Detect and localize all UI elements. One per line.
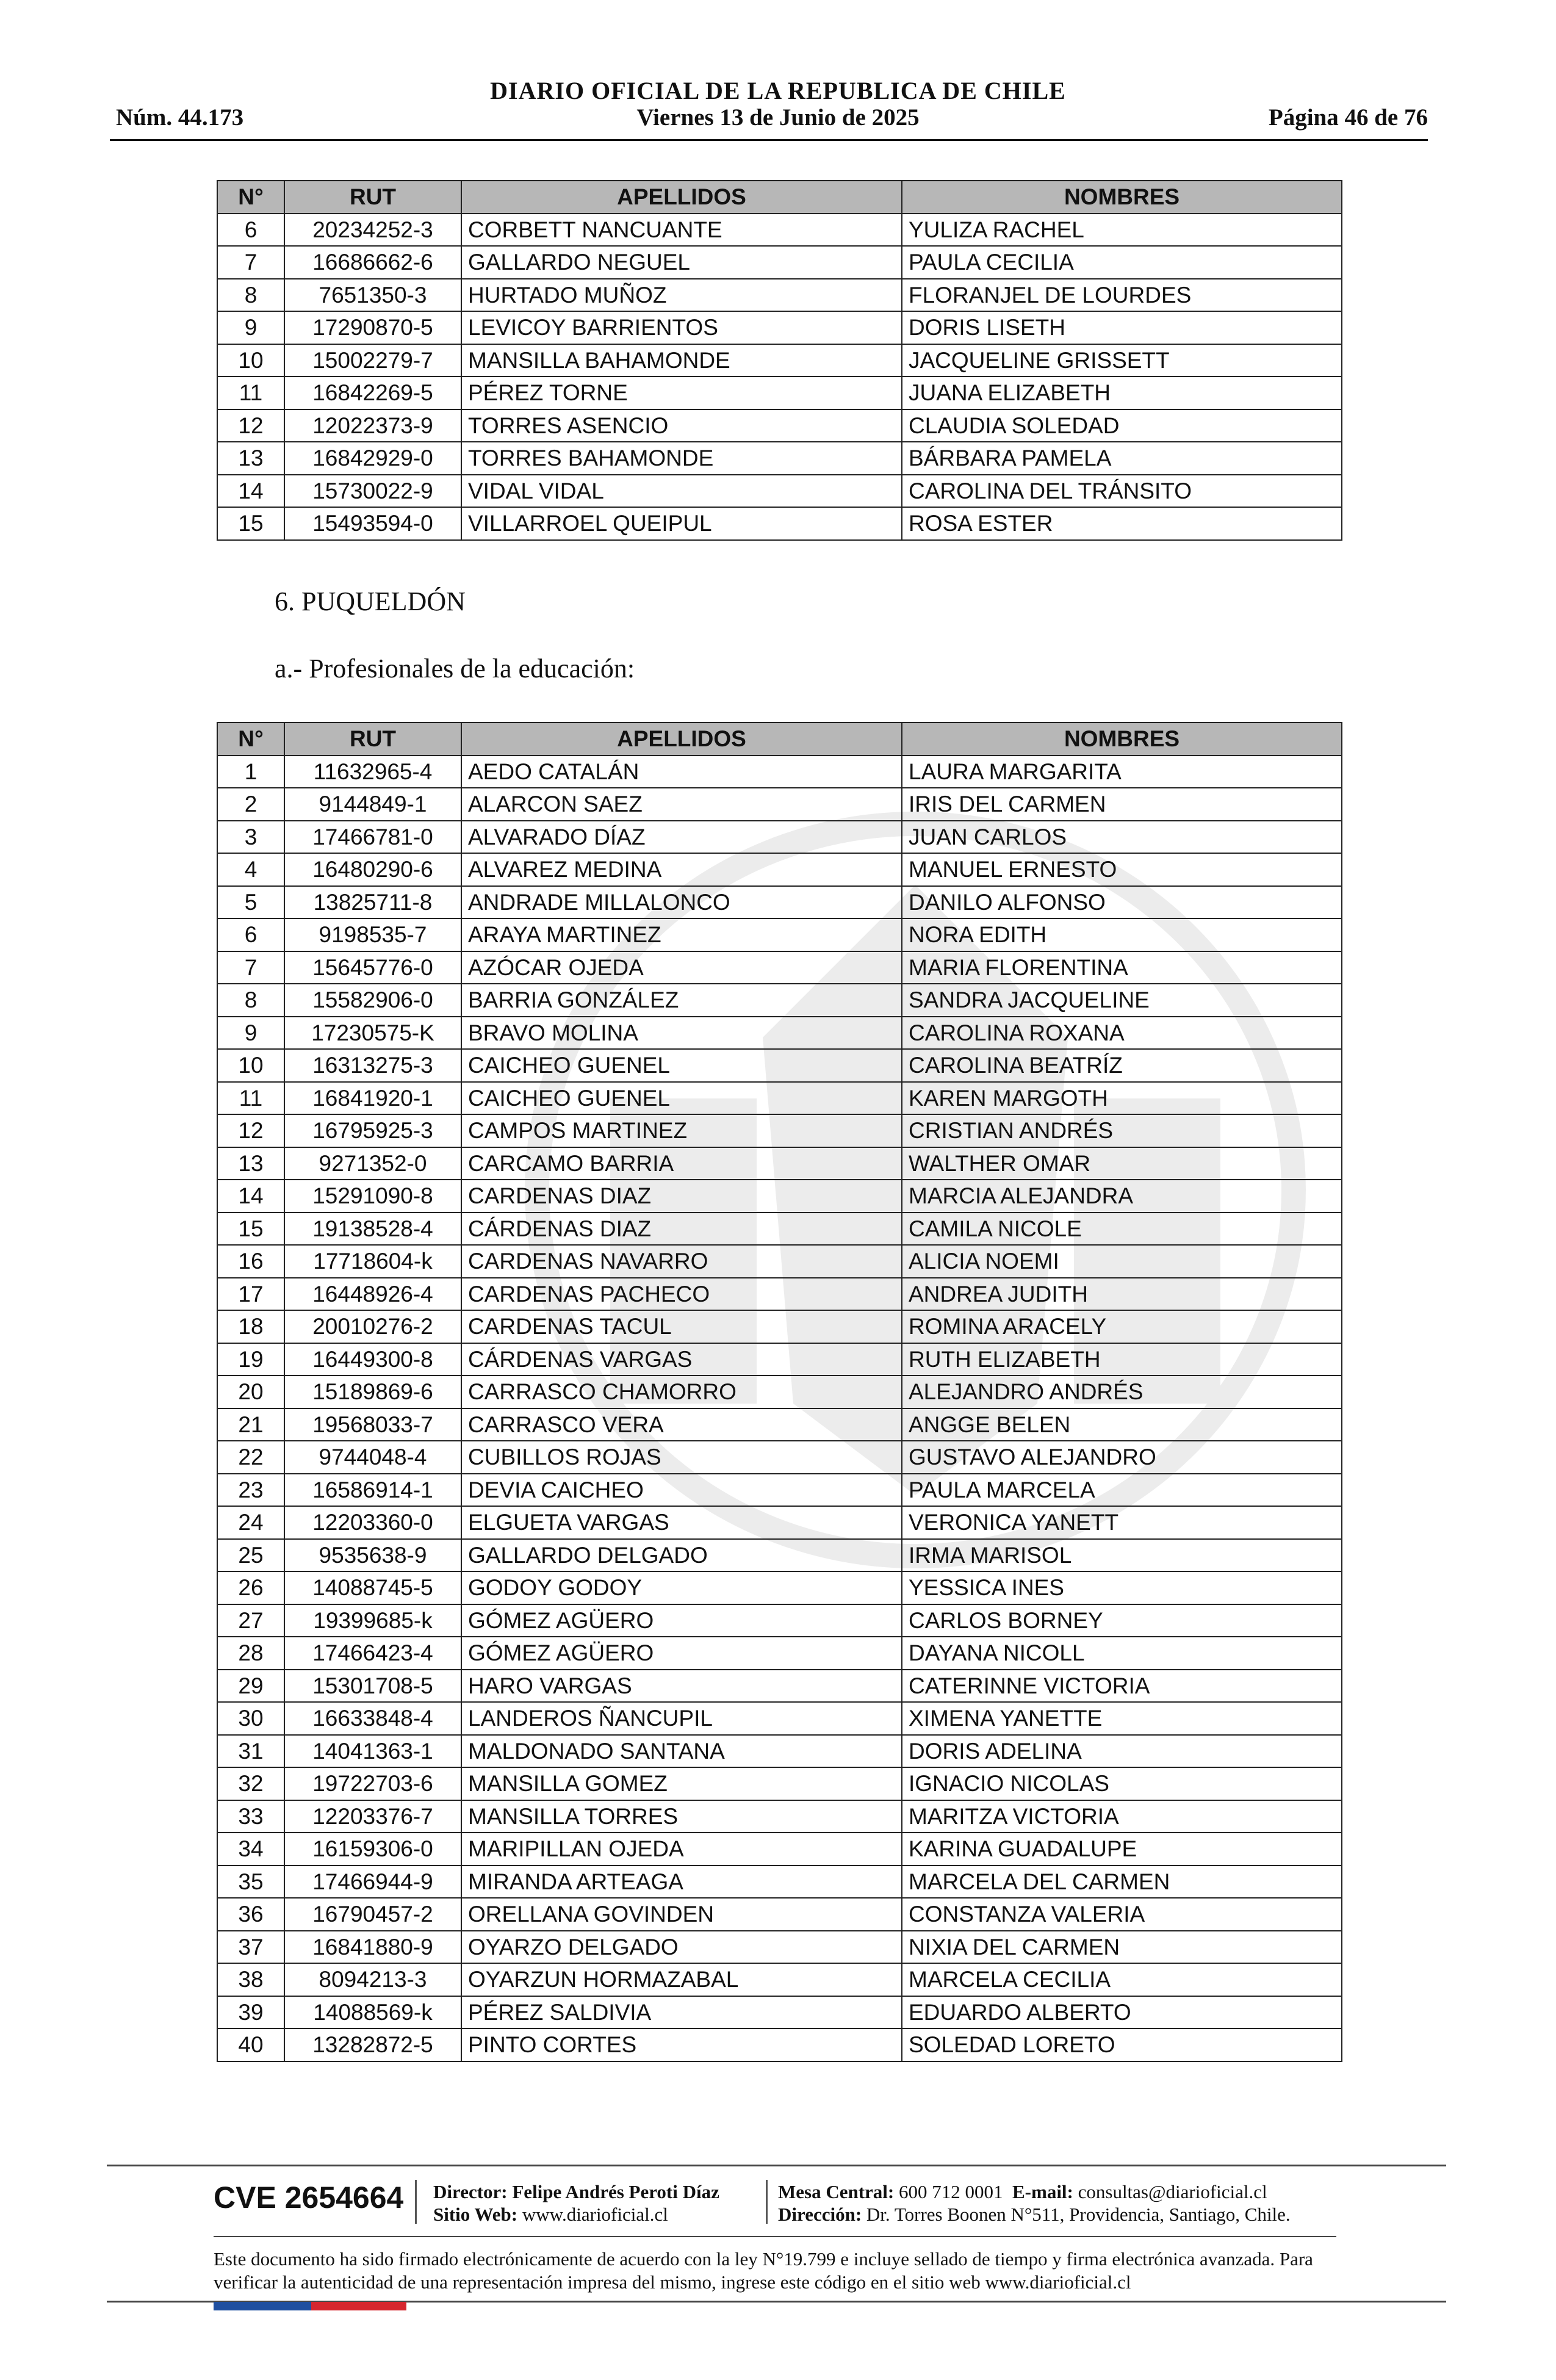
table-row [217,1735,1342,1768]
row-number: 12 [217,409,284,442]
row-number: 6 [217,214,284,247]
row-number: 38 [217,1963,284,1996]
apellidos-cell: MANSILLA GOMEZ [461,1767,902,1800]
apellidos-cell: CÁRDENAS VARGAS [461,1343,902,1376]
table-row [217,1147,1342,1180]
table-row [217,1963,1342,1996]
apellidos-cell: DEVIA CAICHEO [461,1474,902,1507]
nombres-cell: JUANA ELIZABETH [902,377,1342,409]
table-row [217,377,1342,409]
row-number: 36 [217,1898,284,1931]
apellidos-cell: ALVARADO DÍAZ [461,821,902,854]
nombres-cell: FLORANJEL DE LOURDES [902,279,1342,312]
table-row [217,1017,1342,1050]
rut-cell: 19399685-k [284,1604,461,1637]
director-label: Director: [433,2181,508,2202]
apellidos-cell: PÉREZ TORNE [461,377,902,409]
footer-separator [766,2180,768,2224]
table-row [217,1996,1342,2029]
rut-cell: 9198535-7 [284,918,461,951]
row-number: 29 [217,1670,284,1703]
apellidos-cell: ORELLANA GOVINDEN [461,1898,902,1931]
row-number: 33 [217,1800,284,1833]
issue-number: Núm. 44.173 [116,104,244,131]
apellidos-cell: MARIPILLAN OJEDA [461,1833,902,1866]
row-number: 21 [217,1408,284,1441]
rut-cell: 16842269-5 [284,377,461,409]
apellidos-cell: AEDO CATALÁN [461,755,902,788]
table-row [217,951,1342,984]
legal-notice: Este documento ha sido firmado electrónicamente de acuerdo con la ley N°19.799 e incluye sellado de tiempo y firma electrónica avanzada. Para verificar la autenticidad de una representación impresa del mismo, ingrese este código en el sitio web www.diarioficial.cl [214,2248,1313,2293]
rut-cell: 12203376-7 [284,1800,461,1833]
roster-table-continued [217,180,1342,541]
table-row [217,1376,1342,1408]
table-header-row [217,723,1342,755]
rut-cell: 15301708-5 [284,1670,461,1703]
address-label: Dirección: [778,2204,862,2225]
row-number: 13 [217,442,284,475]
nombres-cell: CATERINNE VICTORIA [902,1670,1342,1703]
row-number: 16 [217,1245,284,1278]
nombres-cell: SOLEDAD LORETO [902,2028,1342,2061]
nombres-cell: DORIS LISETH [902,311,1342,344]
apellidos-cell: CÁRDENAS DIAZ [461,1213,902,1246]
row-number: 15 [217,507,284,540]
col-header-nombres: NOMBRES [902,181,1342,214]
nombres-cell: CAROLINA BEATRÍZ [902,1049,1342,1082]
nombres-cell: ROSA ESTER [902,507,1342,540]
rut-cell: 16449300-8 [284,1343,461,1376]
mesa-phone: 600 712 0001 [899,2181,1003,2202]
row-number: 40 [217,2028,284,2061]
rut-cell: 17718604-k [284,1245,461,1278]
email-link[interactable]: consultas@diarioficial.cl [1078,2181,1267,2202]
footer-separator [415,2180,417,2224]
row-number: 39 [217,1996,284,2029]
row-number: 18 [217,1310,284,1343]
nombres-cell: DAYANA NICOLL [902,1637,1342,1670]
web-label: Sitio Web: [433,2204,518,2225]
rut-cell: 16480290-6 [284,853,461,886]
apellidos-cell: ARAYA MARTINEZ [461,918,902,951]
rut-cell: 16586914-1 [284,1474,461,1507]
nombres-cell: KARINA GUADALUPE [902,1833,1342,1866]
nombres-cell: DORIS ADELINA [902,1735,1342,1768]
nombres-cell: MARCELA CECILIA [902,1963,1342,1996]
footer-divider-top [107,2165,1446,2166]
table-row [217,1082,1342,1115]
table-row [217,1571,1342,1604]
row-number: 15 [217,1213,284,1246]
row-number: 28 [217,1637,284,1670]
table-row [217,886,1342,919]
table-row [217,1506,1342,1539]
apellidos-cell: MIRANDA ARTEAGA [461,1866,902,1899]
nombres-cell: WALTHER OMAR [902,1147,1342,1180]
table-row [217,311,1342,344]
col-header-apellidos: APELLIDOS [461,723,902,755]
nombres-cell: MARITZA VICTORIA [902,1800,1342,1833]
rut-cell: 15493594-0 [284,507,461,540]
apellidos-cell: CARRASCO VERA [461,1408,902,1441]
row-number: 26 [217,1571,284,1604]
nombres-cell: MANUEL ERNESTO [902,853,1342,886]
row-number: 11 [217,377,284,409]
nombres-cell: XIMENA YANETTE [902,1702,1342,1735]
table-header-row [217,181,1342,214]
apellidos-cell: VIDAL VIDAL [461,475,902,508]
nombres-cell: PAULA MARCELA [902,1474,1342,1507]
col-header-rut: RUT [284,723,461,755]
rut-cell: 19568033-7 [284,1408,461,1441]
table-row [217,214,1342,247]
rut-cell: 13825711-8 [284,886,461,919]
rut-cell: 17230575-K [284,1017,461,1050]
rut-cell: 16633848-4 [284,1702,461,1735]
table-row [217,1049,1342,1082]
web-link[interactable]: www.diarioficial.cl [522,2204,668,2225]
apellidos-cell: MANSILLA BAHAMONDE [461,344,902,377]
row-number: 25 [217,1539,284,1572]
nombres-cell: YULIZA RACHEL [902,214,1342,247]
apellidos-cell: OYARZO DELGADO [461,1931,902,1964]
nombres-cell: LAURA MARGARITA [902,755,1342,788]
row-number: 24 [217,1506,284,1539]
row-number: 14 [217,1180,284,1213]
table-row [217,1245,1342,1278]
row-number: 37 [217,1931,284,1964]
flag-stripe-red [311,2302,406,2310]
rut-cell: 16686662-6 [284,246,461,279]
table-body [217,755,1342,2061]
apellidos-cell: BARRIA GONZÁLEZ [461,984,902,1017]
row-number: 12 [217,1114,284,1147]
row-number: 3 [217,821,284,854]
row-number: 4 [217,853,284,886]
table-row [217,821,1342,854]
rut-cell: 9271352-0 [284,1147,461,1180]
rut-cell: 17290870-5 [284,311,461,344]
table-row [217,853,1342,886]
nombres-cell: EDUARDO ALBERTO [902,1996,1342,2029]
row-number: 13 [217,1147,284,1180]
row-number: 31 [217,1735,284,1768]
footer-divider-mid [214,2236,1336,2237]
table-row [217,1408,1342,1441]
director-block [433,2180,719,2226]
rut-cell: 14041363-1 [284,1735,461,1768]
mesa-label: Mesa Central: [778,2181,895,2202]
rut-cell: 7651350-3 [284,279,461,312]
nombres-cell: CRISTIAN ANDRÉS [902,1114,1342,1147]
table-row [217,475,1342,508]
apellidos-cell: CARCAMO BARRIA [461,1147,902,1180]
nombres-cell: ALEJANDRO ANDRÉS [902,1376,1342,1408]
header-divider [110,139,1428,141]
nombres-cell: SANDRA JACQUELINE [902,984,1342,1017]
col-header-num: N° [217,723,284,755]
rut-cell: 19138528-4 [284,1213,461,1246]
rut-cell: 16448926-4 [284,1278,461,1311]
apellidos-cell: CARDENAS PACHECO [461,1278,902,1311]
apellidos-cell: GALLARDO DELGADO [461,1539,902,1572]
table-row [217,344,1342,377]
rut-cell: 14088745-5 [284,1571,461,1604]
row-number: 1 [217,755,284,788]
table-row [217,1343,1342,1376]
nombres-cell: VERONICA YANETT [902,1506,1342,1539]
apellidos-cell: PÉREZ SALDIVIA [461,1996,902,2029]
row-number: 27 [217,1604,284,1637]
nombres-cell: NORA EDITH [902,918,1342,951]
col-header-apellidos: APELLIDOS [461,181,902,214]
table-row [217,1931,1342,1964]
table-row [217,1637,1342,1670]
rut-cell: 14088569-k [284,1996,461,2029]
table-row [217,1833,1342,1866]
apellidos-cell: MANSILLA TORRES [461,1800,902,1833]
table-row [217,1474,1342,1507]
rut-cell: 16842929-0 [284,442,461,475]
row-number: 5 [217,886,284,919]
apellidos-cell: CARRASCO CHAMORRO [461,1376,902,1408]
address-value: Dr. Torres Boonen N°511, Providencia, Santiago, Chile. [866,2204,1291,2225]
rut-cell: 9535638-9 [284,1539,461,1572]
apellidos-cell: ANDRADE MILLALONCO [461,886,902,919]
table-row [217,1604,1342,1637]
apellidos-cell: CAMPOS MARTINEZ [461,1114,902,1147]
row-number: 11 [217,1082,284,1115]
nombres-cell: CLAUDIA SOLEDAD [902,409,1342,442]
nombres-cell: YESSICA INES [902,1571,1342,1604]
row-number: 30 [217,1702,284,1735]
cve-code: CVE 2654664 [214,2180,404,2215]
apellidos-cell: MALDONADO SANTANA [461,1735,902,1768]
table-row [217,788,1342,821]
rut-cell: 12022373-9 [284,409,461,442]
row-number: 10 [217,1049,284,1082]
email-label: E-mail: [1012,2181,1073,2202]
apellidos-cell: HURTADO MUÑOZ [461,279,902,312]
nombres-cell: CAROLINA DEL TRÁNSITO [902,475,1342,508]
apellidos-cell: VILLARROEL QUEIPUL [461,507,902,540]
row-number: 19 [217,1343,284,1376]
row-number: 20 [217,1376,284,1408]
section-title: 6. PUQUELDÓN [275,586,466,616]
table-row [217,1767,1342,1800]
flag-stripe-blue [214,2302,311,2310]
nombres-cell: MARCIA ALEJANDRA [902,1180,1342,1213]
rut-cell: 15002279-7 [284,344,461,377]
issue-date: Viernes 13 de Junio de 2025 [636,104,920,131]
rut-cell: 15582906-0 [284,984,461,1017]
table-row [217,2028,1342,2061]
col-header-rut: RUT [284,181,461,214]
nombres-cell: BÁRBARA PAMELA [902,442,1342,475]
rut-cell: 13282872-5 [284,2028,461,2061]
rut-cell: 17466781-0 [284,821,461,854]
apellidos-cell: ALVAREZ MEDINA [461,853,902,886]
nombres-cell: CAROLINA ROXANA [902,1017,1342,1050]
table-row [217,1539,1342,1572]
rut-cell: 17466423-4 [284,1637,461,1670]
table-row [217,279,1342,312]
row-number: 10 [217,344,284,377]
row-number: 9 [217,311,284,344]
rut-cell: 16790457-2 [284,1898,461,1931]
row-number: 2 [217,788,284,821]
apellidos-cell: AZÓCAR OJEDA [461,951,902,984]
col-header-num: N° [217,181,284,214]
table-row [217,409,1342,442]
nombres-cell: ANGGE BELEN [902,1408,1342,1441]
rut-cell: 16313275-3 [284,1049,461,1082]
rut-cell: 15730022-9 [284,475,461,508]
apellidos-cell: GALLARDO NEGUEL [461,246,902,279]
row-number: 6 [217,918,284,951]
apellidos-cell: CUBILLOS ROJAS [461,1441,902,1474]
apellidos-cell: ELGUETA VARGAS [461,1506,902,1539]
nombres-cell: JUAN CARLOS [902,821,1342,854]
rut-cell: 17466944-9 [284,1866,461,1899]
table-row [217,1310,1342,1343]
roster-table-puqueldon [217,722,1342,2062]
nombres-cell: PAULA CECILIA [902,246,1342,279]
rut-cell: 16795925-3 [284,1114,461,1147]
subsection-title: a.- Profesionales de la educación: [275,654,635,683]
nombres-cell: ROMINA ARACELY [902,1310,1342,1343]
rut-cell: 16159306-0 [284,1833,461,1866]
apellidos-cell: GÓMEZ AGÜERO [461,1637,902,1670]
nombres-cell: CAMILA NICOLE [902,1213,1342,1246]
apellidos-cell: TORRES BAHAMONDE [461,442,902,475]
apellidos-cell: CAICHEO GUENEL [461,1049,902,1082]
director-name: Felipe Andrés Peroti Díaz [512,2181,719,2202]
gazette-title: DIARIO OFICIAL DE LA REPUBLICA DE CHILE [490,77,1066,104]
row-number: 14 [217,475,284,508]
row-number: 7 [217,951,284,984]
table-row [217,1866,1342,1899]
table-row [217,1670,1342,1703]
nombres-cell: NIXIA DEL CARMEN [902,1931,1342,1964]
table-row [217,1898,1342,1931]
row-number: 8 [217,984,284,1017]
table-row [217,755,1342,788]
apellidos-cell: OYARZUN HORMAZABAL [461,1963,902,1996]
rut-cell: 20234252-3 [284,214,461,247]
rut-cell: 16841920-1 [284,1082,461,1115]
nombres-cell: KAREN MARGOTH [902,1082,1342,1115]
nombres-cell: DANILO ALFONSO [902,886,1342,919]
apellidos-cell: GÓMEZ AGÜERO [461,1604,902,1637]
apellidos-cell: CARDENAS TACUL [461,1310,902,1343]
apellidos-cell: BRAVO MOLINA [461,1017,902,1050]
nombres-cell: JACQUELINE GRISSETT [902,344,1342,377]
table-row [217,1800,1342,1833]
table-row [217,1114,1342,1147]
nombres-cell: IGNACIO NICOLAS [902,1767,1342,1800]
table-row [217,507,1342,540]
nombres-cell: ANDREA JUDITH [902,1278,1342,1311]
table-row [217,246,1342,279]
row-number: 32 [217,1767,284,1800]
apellidos-cell: CAICHEO GUENEL [461,1082,902,1115]
table-body [217,214,1342,540]
nombres-cell: IRIS DEL CARMEN [902,788,1342,821]
nombres-cell: GUSTAVO ALEJANDRO [902,1441,1342,1474]
rut-cell: 11632965-4 [284,755,461,788]
contact-block [778,2180,1291,2226]
nombres-cell: MARCELA DEL CARMEN [902,1866,1342,1899]
apellidos-cell: LANDEROS ÑANCUPIL [461,1702,902,1735]
nombres-cell: MARIA FLORENTINA [902,951,1342,984]
nombres-cell: IRMA MARISOL [902,1539,1342,1572]
apellidos-cell: ALARCON SAEZ [461,788,902,821]
apellidos-cell: GODOY GODOY [461,1571,902,1604]
apellidos-cell: CARDENAS DIAZ [461,1180,902,1213]
table-row [217,1180,1342,1213]
apellidos-cell: CARDENAS NAVARRO [461,1245,902,1278]
apellidos-cell: HARO VARGAS [461,1670,902,1703]
row-number: 22 [217,1441,284,1474]
rut-cell: 16841880-9 [284,1931,461,1964]
rut-cell: 9744048-4 [284,1441,461,1474]
nombres-cell: CONSTANZA VALERIA [902,1898,1342,1931]
nombres-cell: RUTH ELIZABETH [902,1343,1342,1376]
apellidos-cell: CORBETT NANCUANTE [461,214,902,247]
rut-cell: 19722703-6 [284,1767,461,1800]
row-number: 23 [217,1474,284,1507]
row-number: 34 [217,1833,284,1866]
rut-cell: 8094213-3 [284,1963,461,1996]
rut-cell: 9144849-1 [284,788,461,821]
page-number: Página 46 de 76 [1268,104,1428,131]
rut-cell: 15189869-6 [284,1376,461,1408]
rut-cell: 15645776-0 [284,951,461,984]
nombres-cell: CARLOS BORNEY [902,1604,1342,1637]
table-row [217,1702,1342,1735]
table-row [217,1278,1342,1311]
apellidos-cell: PINTO CORTES [461,2028,902,2061]
row-number: 35 [217,1866,284,1899]
row-number: 7 [217,246,284,279]
rut-cell: 20010276-2 [284,1310,461,1343]
nombres-cell: ALICIA NOEMI [902,1245,1342,1278]
apellidos-cell: LEVICOY BARRIENTOS [461,311,902,344]
row-number: 17 [217,1278,284,1311]
rut-cell: 12203360-0 [284,1506,461,1539]
table-row [217,918,1342,951]
table-row [217,1213,1342,1246]
table-row [217,442,1342,475]
rut-cell: 15291090-8 [284,1180,461,1213]
table-row [217,1441,1342,1474]
col-header-nombres: NOMBRES [902,723,1342,755]
row-number: 9 [217,1017,284,1050]
table-row [217,984,1342,1017]
apellidos-cell: TORRES ASENCIO [461,409,902,442]
row-number: 8 [217,279,284,312]
